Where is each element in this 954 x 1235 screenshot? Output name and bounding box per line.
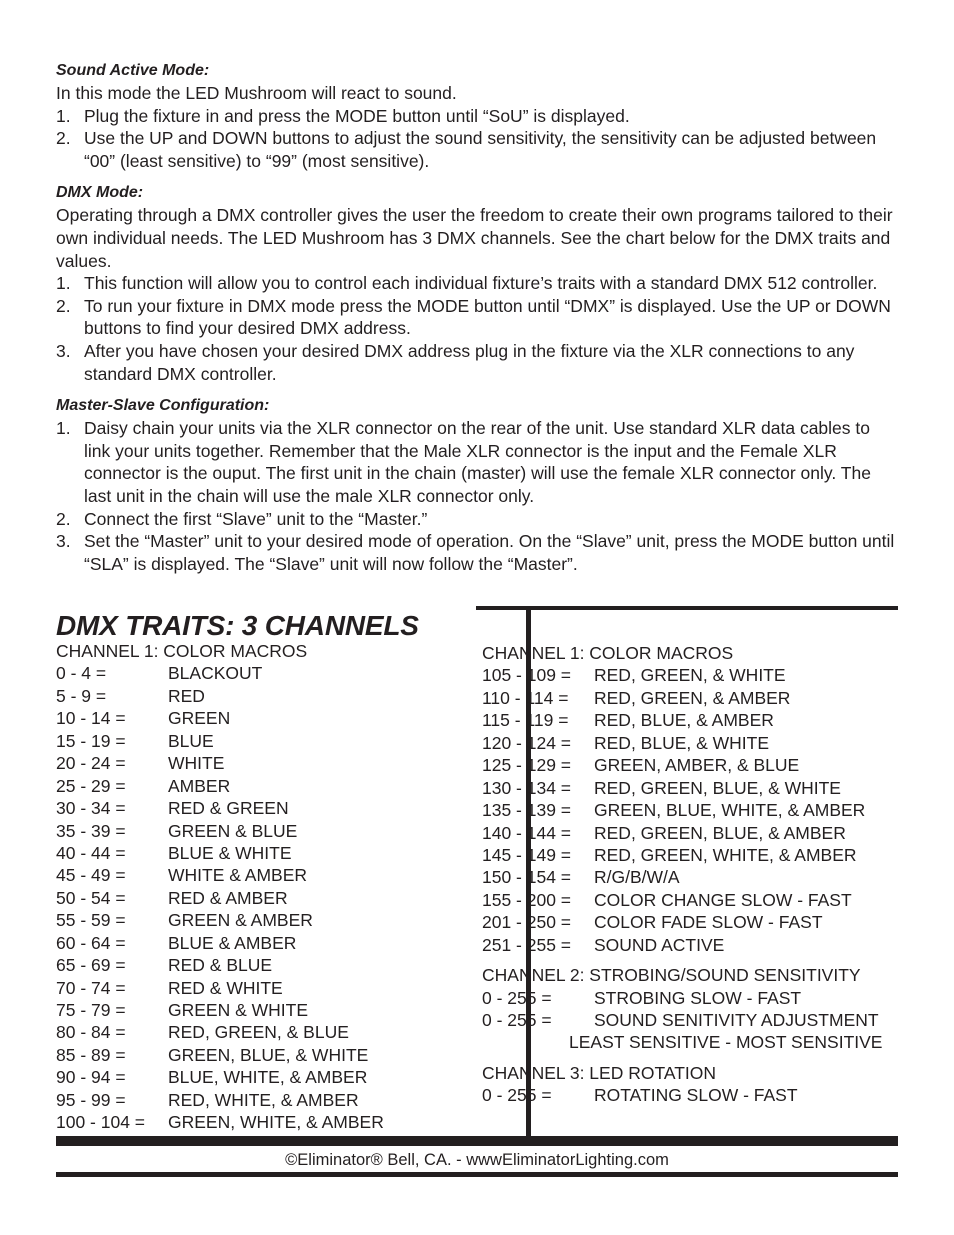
table-row <box>482 911 882 933</box>
dmx-value: BLUE <box>168 730 214 751</box>
divider <box>56 1172 898 1177</box>
divider <box>56 1136 898 1146</box>
step-text: Set the “Master” unit to your desired mode of operation. On the “Slave” unit, press the MODE button until “SLA” is displayed. The “Slave” unit will now follow the “Master”. <box>84 531 895 574</box>
step-text: Daisy chain your units via the XLR connector on the rear of the unit. Use standard XLR data cables to link your units together. Remember that the Male XLR connector is the input and the Female XLR connector is the ouput. The first unit in the chain (master) will use the female XLR connector only. The last unit in the chain will use the male XLR connector only. <box>84 418 871 506</box>
dmx-range: 15 - 19 = <box>56 730 126 751</box>
dmx-value: RED & GREEN <box>168 798 289 819</box>
step-number: 3. <box>56 340 71 361</box>
dmx-range: 85 - 89 = <box>56 1044 126 1065</box>
traits-title: DMX TRAITS: 3 CHANNELS <box>56 610 419 641</box>
step-text: Plug the fixture in and press the MODE button until “SoU” is displayed. <box>84 105 630 126</box>
sound-active-intro: In this mode the LED Mushroom will react to sound. <box>56 83 457 103</box>
traits-left-column <box>56 640 384 1134</box>
table-row <box>56 887 384 909</box>
step-number: 2. <box>56 295 71 316</box>
dmx-value: RED & BLUE <box>168 955 273 976</box>
table-row <box>56 1066 384 1088</box>
table-row <box>56 1044 384 1066</box>
dmx-range: 0 - 255 = <box>482 1010 552 1030</box>
divider <box>476 606 898 610</box>
dmx-value: RED, GREEN, WHITE, & AMBER <box>594 844 857 865</box>
table-row <box>56 1021 384 1043</box>
dmx-range: 30 - 34 = <box>56 798 126 819</box>
table-row <box>56 685 384 707</box>
dmx-value: RED, WHITE, & AMBER <box>168 1089 359 1110</box>
table-row <box>482 987 882 1009</box>
step-number: 2. <box>56 508 71 529</box>
dmx-value: BLUE & WHITE <box>168 842 292 863</box>
dmx-range: 40 - 44 = <box>56 842 126 863</box>
dmx-range: 135 - 139 = <box>482 800 572 821</box>
dmx-value: WHITE <box>168 753 225 774</box>
dmx-value: GREEN, WHITE, & AMBER <box>168 1112 384 1133</box>
dmx-value: RED, GREEN, BLUE, & AMBER <box>594 822 846 843</box>
dmx-range: 5 - 9 = <box>56 685 107 706</box>
table-row <box>482 687 882 709</box>
table-row <box>56 752 384 774</box>
dmx-range: 140 - 144 = <box>482 822 572 843</box>
dmx-range: 70 - 74 = <box>56 977 126 998</box>
table-row <box>482 934 882 956</box>
dmx-value: AMBER <box>168 775 231 796</box>
table-row <box>56 730 384 752</box>
table-row <box>56 999 384 1021</box>
channel-note: LEAST SENSITIVE - MOST SENSITIVE <box>569 1032 883 1053</box>
dmx-value: RED <box>168 685 205 706</box>
step-number: 2. <box>56 128 71 149</box>
list-item <box>56 508 898 531</box>
table-row <box>56 797 384 819</box>
dmx-value: GREEN <box>168 708 231 729</box>
step-text: Connect the first “Slave” unit to the “Master.” <box>84 508 428 529</box>
dmx-range: 251 - 255 = <box>482 934 572 955</box>
dmx-traits-table <box>56 606 898 1146</box>
dmx-range: 201 - 250 = <box>482 912 572 933</box>
dmx-value: SOUND SENITIVITY ADJUSTMENT <box>594 1010 879 1030</box>
dmx-range: 95 - 99 = <box>56 1089 126 1110</box>
dmx-range: 35 - 39 = <box>56 820 126 841</box>
channel-header: CHANNEL 3: LED ROTATION <box>482 1062 717 1083</box>
dmx-value: GREEN, BLUE, & WHITE <box>168 1044 369 1065</box>
master-slave-steps <box>56 417 898 575</box>
step-number: 1. <box>56 273 71 294</box>
table-row <box>56 775 384 797</box>
table-row <box>56 1089 384 1111</box>
sound-active-steps <box>56 105 898 173</box>
dmx-value: BLACKOUT <box>168 663 263 684</box>
table-row <box>482 866 882 888</box>
dmx-value: RED, GREEN, & AMBER <box>594 687 791 708</box>
dmx-mode-steps <box>56 272 898 385</box>
dmx-range: 0 - 255 = <box>482 1085 552 1106</box>
dmx-value: GREEN & BLUE <box>168 820 298 841</box>
dmx-range: 55 - 59 = <box>56 910 126 931</box>
step-number: 1. <box>56 418 71 439</box>
step-text: After you have chosen your desired DMX address plug in the fixture via the XLR connections to any standard DMX controller. <box>84 340 855 384</box>
dmx-range: 75 - 79 = <box>56 1000 126 1020</box>
table-row <box>56 909 384 931</box>
table-row <box>56 932 384 954</box>
list-item <box>56 127 898 172</box>
dmx-value: ROTATING SLOW - FAST <box>594 1085 798 1106</box>
dmx-range: 60 - 64 = <box>56 932 126 953</box>
list-item <box>56 530 898 575</box>
dmx-value: RED, GREEN, & WHITE <box>594 665 786 686</box>
dmx-value: GREEN, BLUE, WHITE, & AMBER <box>594 800 866 821</box>
list-item <box>56 105 898 128</box>
table-row <box>482 1009 882 1031</box>
step-text: Use the UP and DOWN buttons to adjust the sound sensitivity, the sensitivity can be adjusted between “00” (least sensitive) to “99” (most sensitive). <box>84 128 877 171</box>
dmx-value: GREEN, AMBER, & BLUE <box>594 755 800 776</box>
table-row <box>56 954 384 976</box>
dmx-range: 145 - 149 = <box>482 844 572 865</box>
list-item <box>56 272 898 295</box>
step-number: 1. <box>56 105 71 126</box>
step-text: To run your fixture in DMX mode press the MODE button until “DMX” is displayed. Use the UP or DOWN buttons to find your desired DMX address. <box>84 295 891 339</box>
dmx-range: 90 - 94 = <box>56 1067 126 1088</box>
channel-header: CHANNEL 2: STROBING/SOUND SENSITIVITY <box>482 965 861 986</box>
dmx-value: STROBING SLOW - FAST <box>594 987 802 1008</box>
step-number: 3. <box>56 531 71 552</box>
instructions <box>56 60 898 575</box>
dmx-range: 65 - 69 = <box>56 955 126 976</box>
table-row <box>482 844 882 866</box>
dmx-value: BLUE & AMBER <box>168 932 297 953</box>
dmx-value: COLOR CHANGE SLOW - FAST <box>594 889 852 910</box>
dmx-range: 155 - 200 = <box>482 889 572 910</box>
table-row <box>56 842 384 864</box>
dmx-value: RED, GREEN, & BLUE <box>168 1022 349 1043</box>
dmx-value: R/G/B/W/A <box>594 867 680 888</box>
traits-right-column <box>482 642 882 1107</box>
list-item <box>56 340 898 385</box>
master-slave-title: Master-Slave Configuration: <box>56 397 270 415</box>
dmx-value: COLOR FADE SLOW - FAST <box>594 912 823 933</box>
table-row <box>56 864 384 886</box>
dmx-range: 20 - 24 = <box>56 753 126 774</box>
table-row <box>56 707 384 729</box>
dmx-range: 0 - 4 = <box>56 663 107 684</box>
dmx-value: GREEN & WHITE <box>168 1000 309 1020</box>
dmx-range: 100 - 104 = <box>56 1112 146 1133</box>
table-row <box>56 820 384 842</box>
dmx-range: 130 - 134 = <box>482 777 572 798</box>
table-row <box>482 732 882 754</box>
dmx-value: RED, GREEN, BLUE, & WHITE <box>594 777 841 798</box>
list-item <box>56 295 898 340</box>
step-text: This function will allow you to control each individual fixture’s traits with a standard DMX 512 controller. <box>84 273 878 294</box>
dmx-range: 115 - 119 = <box>482 710 569 731</box>
table-row <box>482 822 882 844</box>
dmx-range: 125 - 129 = <box>482 755 572 776</box>
sound-active-title: Sound Active Mode: <box>56 62 210 79</box>
channel-header: CHANNEL 1: COLOR MACROS <box>482 643 734 663</box>
table-row <box>56 662 384 684</box>
dmx-range: 110 - 114 = <box>482 687 569 708</box>
dmx-value: RED & WHITE <box>168 977 283 998</box>
dmx-range: 0 - 255 = <box>482 987 552 1008</box>
dmx-range: 25 - 29 = <box>56 775 126 796</box>
table-row <box>482 799 882 821</box>
dmx-range: 120 - 124 = <box>482 732 572 753</box>
dmx-value: RED, BLUE, & WHITE <box>594 732 770 753</box>
list-item <box>56 417 898 507</box>
table-row <box>56 1111 384 1133</box>
dmx-range: 80 - 84 = <box>56 1022 126 1043</box>
dmx-value: BLUE, WHITE, & AMBER <box>168 1067 368 1088</box>
channel-header: CHANNEL 1: COLOR MACROS <box>56 641 308 661</box>
dmx-mode-intro: Operating through a DMX controller gives the user the freedom to create their own programs tailored to their own individual needs. The LED Mushroom has 3 DMX channels. See the chart below for the DMX traits and values. <box>56 205 893 271</box>
table-row <box>482 754 882 776</box>
dmx-value: SOUND ACTIVE <box>594 934 725 955</box>
table-row <box>482 777 882 799</box>
dmx-range: 150 - 154 = <box>482 867 572 888</box>
table-row <box>482 664 882 686</box>
dmx-value: RED & AMBER <box>168 887 288 908</box>
table-row <box>482 889 882 911</box>
dmx-mode-title: DMX Mode: <box>56 184 144 202</box>
dmx-range: 50 - 54 = <box>56 887 126 908</box>
dmx-value: RED, BLUE, & AMBER <box>594 710 774 731</box>
table-row <box>56 977 384 999</box>
table-row <box>482 1084 882 1106</box>
table-row <box>482 709 882 731</box>
footer: ©Eliminator® Bell, CA. - wwwEliminatorLighting.com <box>285 1151 669 1169</box>
dmx-range: 105 - 109 = <box>482 665 572 686</box>
dmx-range: 10 - 14 = <box>56 708 126 729</box>
dmx-range: 45 - 49 = <box>56 865 126 886</box>
dmx-value: WHITE & AMBER <box>168 865 308 886</box>
dmx-value: GREEN & AMBER <box>168 910 313 931</box>
